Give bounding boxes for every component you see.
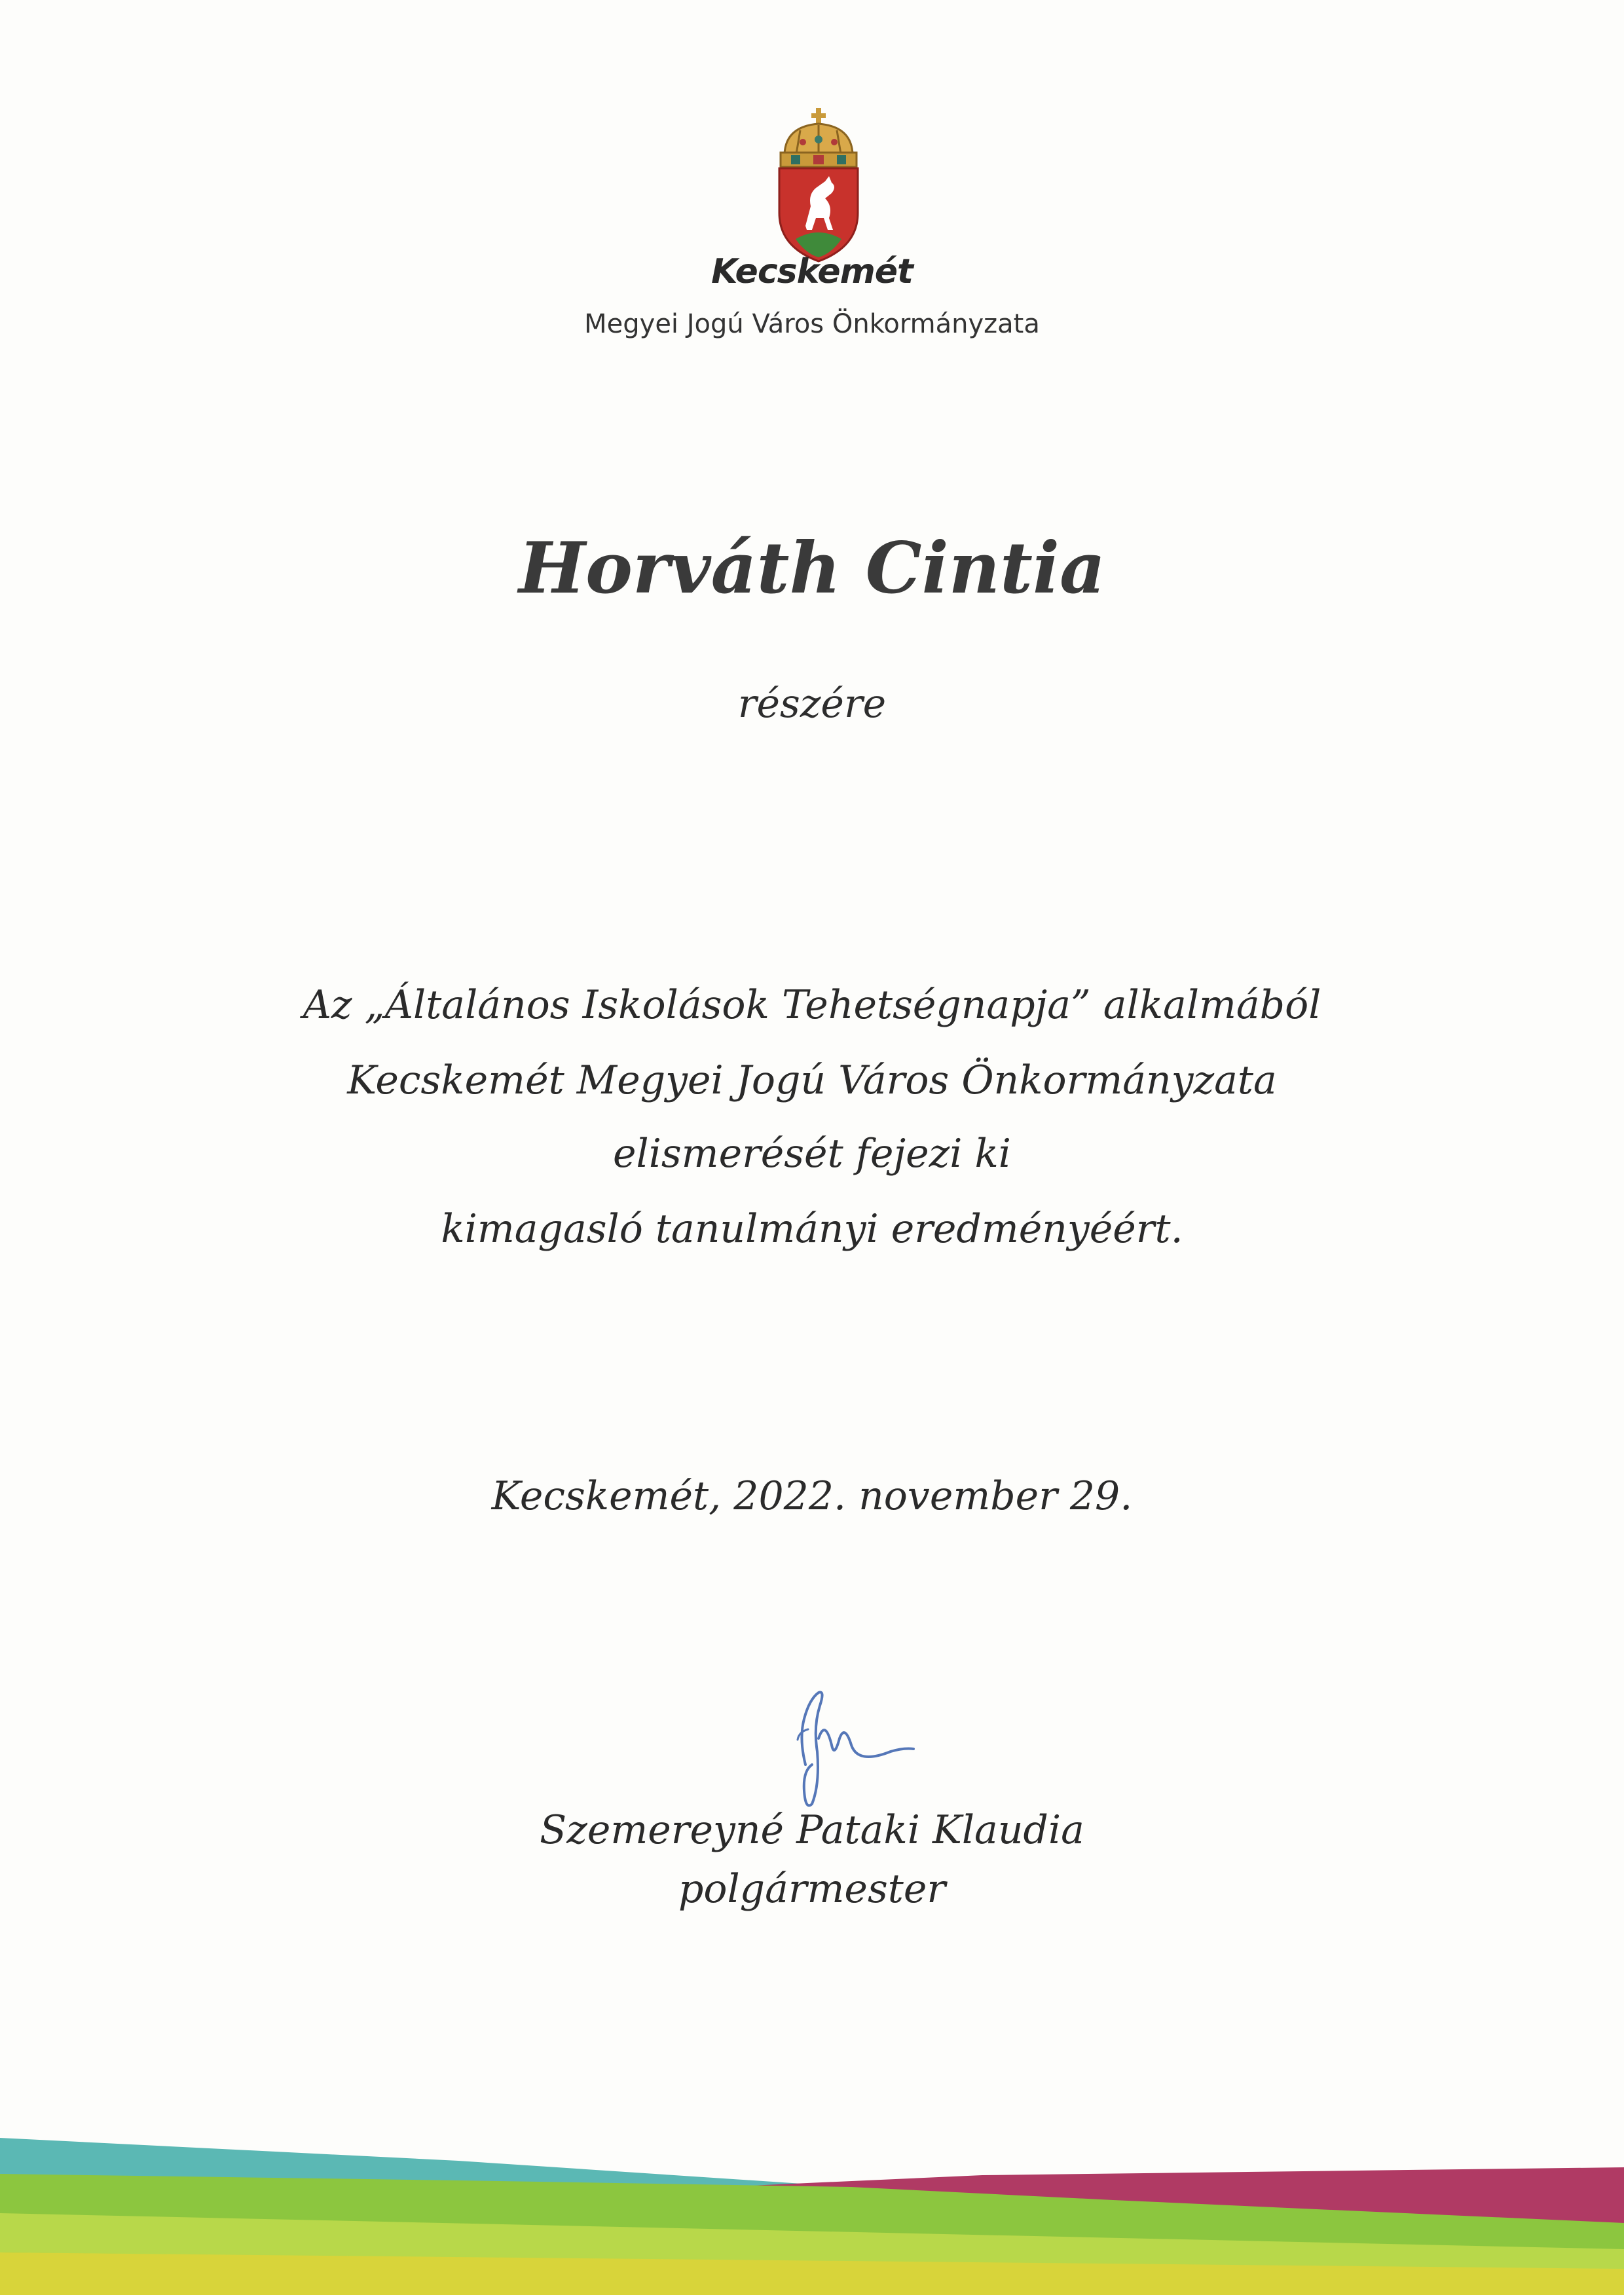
signer-name: Szemereyné Pataki Klaudia <box>540 1807 1084 1853</box>
kecskemet-coat-of-arms-logo <box>760 108 877 265</box>
body-line-2: Kecskemét Megyei Jogú Város Önkormányzata <box>347 1057 1277 1103</box>
signer-title: polgármester <box>678 1866 946 1912</box>
organization-name: Megyei Jogú Város Önkormányzata <box>584 309 1040 339</box>
recipient-for-label: részére <box>737 681 887 727</box>
body-line-3: elismerését fejezi ki <box>613 1131 1011 1177</box>
decorative-ribbon-stripes <box>0 2115 1624 2295</box>
body-line-4: kimagasló tanulmányi eredményéért. <box>441 1206 1183 1252</box>
body-line-1: Az „Általános Iskolások Tehetségnapja” alkalmából <box>303 982 1321 1028</box>
handwritten-signature <box>779 1666 930 1810</box>
recipient-name: Horváth Cintia <box>518 527 1106 610</box>
issue-date: Kecskemét, 2022. november 29. <box>491 1473 1133 1519</box>
brand-title: Kecskemét <box>711 252 913 291</box>
